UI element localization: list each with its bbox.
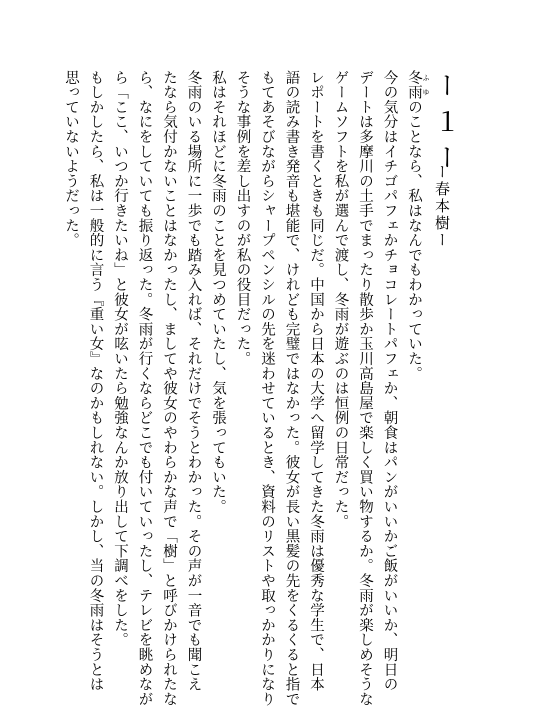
text-column: レポートを書くときも同じだ。中国から日本の大学へ留学してきた冬雨は優秀な学生で、日本 [308, 70, 324, 692]
text-column: そうな事例を差し出すのが私の役目だった。 [234, 70, 251, 366]
text-column: もしかしたら、私は一般的に言う『重い女』なのかもしれない。しかし、当の冬雨はそうとは [87, 70, 104, 692]
text-column: 冬雨 ふゆのことなら、私はなんでもわかっていた。 [406, 70, 430, 381]
text-column: ら、なにをしていても振り返った。冬雨が行くならどこでも付いていったし、テレビを眺めなが [136, 70, 153, 707]
text-column: 語の読み書き発音も堪能で、けれども完璧ではなかった。彼女が長い黒髪の先をくるくると指で [283, 70, 300, 707]
text-column: ら「ここ、いつか行きたいね」と彼女が呟いたら勉強なんか放り出して下調べをした。 [112, 70, 128, 648]
text-column: 思っていないようだった。 [63, 70, 79, 248]
text-column: 私はそれほどに冬雨のことを見つめていたし、気を張ってもいた。 [210, 70, 226, 514]
text-column: デートは多摩川の土手でまったり散歩か玉川高島屋で楽しく買い物するか。冬雨が楽しめそうな [357, 70, 373, 707]
text-column: たなら気付かないことはなかったし、ましてや彼女のやわらかな声で「樹」と呼びかけられたな [161, 70, 177, 707]
text-column: 冬雨のいる場所に一歩でも踏み入れば、それだけでそうとわかった。その声が一音でも聞こえ [185, 70, 202, 692]
chapter-title: ー１ー [430, 72, 460, 180]
author-name: ー春本樹ー [433, 164, 451, 249]
text-column: 今の気分はイチゴパフェかチョコレートパフェか、朝食はパンがいいかご飯がいいか、明日の [381, 70, 398, 692]
body-text [59, 70, 431, 707]
ruby-word: 冬雨 ふゆ [406, 70, 430, 100]
text-column: もてあそびながらシャープペンシルの先を迷わせているとき、資料のリストや取っかかりになり [259, 70, 275, 707]
text-column: ゲームソフトを私が選んで渡し、冬雨が遊ぶのは恒例の日常だった。 [332, 70, 349, 529]
